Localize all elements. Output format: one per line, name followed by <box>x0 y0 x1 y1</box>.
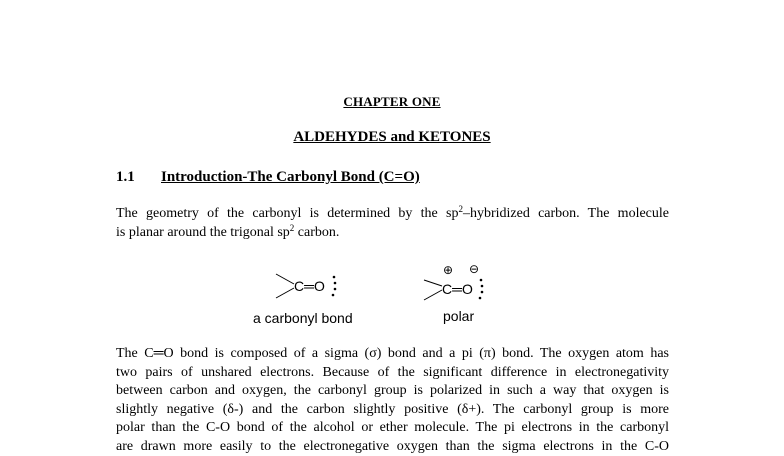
paragraph-line: The C═O bond is composed of a sigma (σ) bond and a pi (π) bond. The oxygen atom has <box>116 345 669 364</box>
paragraph-line: between carbon and oxygen, the carbonyl group is polarized in such a way that oxygen is <box>116 382 669 401</box>
carbonyl-structure-left <box>276 274 336 298</box>
paragraph-line: polar than the C-O bond of the alcohol or ether molecule. The pi electrons in the carbonyl <box>116 419 669 438</box>
section-number: 1.1 <box>116 169 161 186</box>
carbonyl-formula-left: C═O <box>294 278 325 294</box>
section-heading <box>116 169 420 186</box>
paragraph-line: two pairs of unshared electrons. Because of the significant difference in electronegativity <box>116 364 669 383</box>
carbonyl-formula-right: C═O <box>442 281 473 297</box>
caption-polar: polar <box>443 308 474 324</box>
paragraph-line: are drawn more easily to the electronegative oxygen than the sigma electrons in the C-O <box>116 438 669 456</box>
carbonyl-structure-right <box>424 262 483 300</box>
plus-charge-icon: ⊕ <box>443 263 453 277</box>
paragraph-line: The geometry of the carbonyl is determined by the $sp^2$–hybridized carbon. The molecule <box>116 205 669 224</box>
caption-carbonyl-bond: a carbonyl bond <box>253 310 353 326</box>
paragraph-line: slightly negative (δ-) and the carbon slightly positive (δ+). The carbonyl group is more <box>116 401 669 420</box>
paragraph-bond-description <box>116 345 669 456</box>
minus-charge-icon: ⊖ <box>469 262 479 276</box>
paragraph-line: is planar around the trigonal $sp^2$ carbon. <box>116 224 669 243</box>
chapter-title: ALDEHYDES and KETONES <box>0 129 784 146</box>
section-title: Introduction-The Carbonyl Bond (C=O) <box>161 169 420 185</box>
paragraph-geometry <box>116 205 669 242</box>
chapter-heading: CHAPTER ONE <box>0 94 784 110</box>
